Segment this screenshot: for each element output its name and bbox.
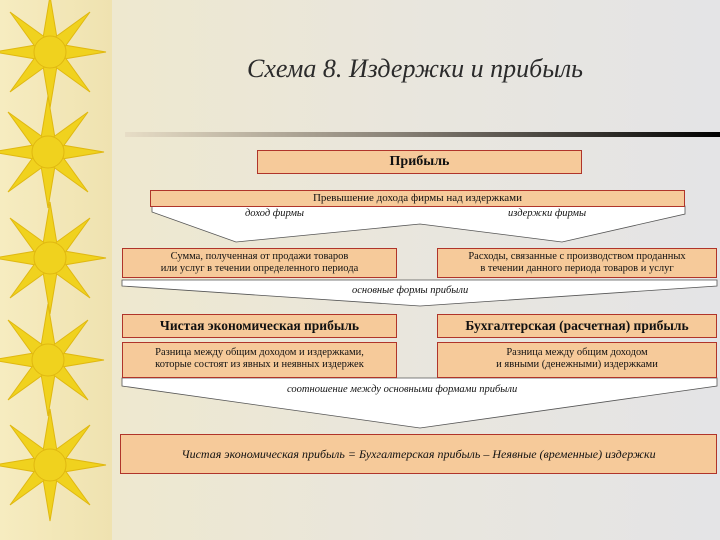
economic-profit-description-box (122, 342, 397, 378)
costs-box-line1: Расходы, связанные с производством проданных (468, 251, 686, 262)
economic-profit-title-box: Чистая экономическая прибыль (122, 314, 397, 338)
economic-profit-line2: которые состоят из явных и неявных издержек (155, 359, 364, 371)
income-label: доход фирмы (245, 208, 305, 219)
relation-label: соотношение между основными формами прибыли (287, 384, 518, 395)
profit-box: Прибыль (257, 150, 582, 174)
income-box (122, 248, 397, 278)
income-box-line2: или услуг в течении определенного периода (160, 263, 359, 275)
costs-label: издержки фирмы (508, 208, 587, 219)
accounting-profit-line2: и явными (денежными) издержками (496, 359, 658, 371)
slide-title: Схема 8. Издержки и прибыль (246, 54, 583, 83)
income-box-line1: Сумма, полученная от продажи товаров (170, 251, 349, 262)
accounting-profit-description-box (437, 342, 717, 378)
costs-box (437, 248, 717, 278)
profit-definition-box: Превышение дохода фирмы над издержками (150, 190, 685, 207)
profit-forms-label: основные формы прибыли (352, 285, 469, 296)
formula-box: Чистая экономическая прибыль = Бухгалтерская прибыль – Неявные (временные) издержки (120, 434, 717, 474)
split-arrow-income-costs (152, 206, 685, 242)
costs-box-line2: в течении данного периода товаров и услуг (480, 263, 674, 275)
accounting-profit-line1: Разница между общим доходом (506, 347, 648, 358)
accounting-profit-title-box: Бухгалтерская (расчетная) прибыль (437, 314, 717, 338)
economic-profit-line1: Разница между общим доходом и издержками, (155, 347, 364, 358)
